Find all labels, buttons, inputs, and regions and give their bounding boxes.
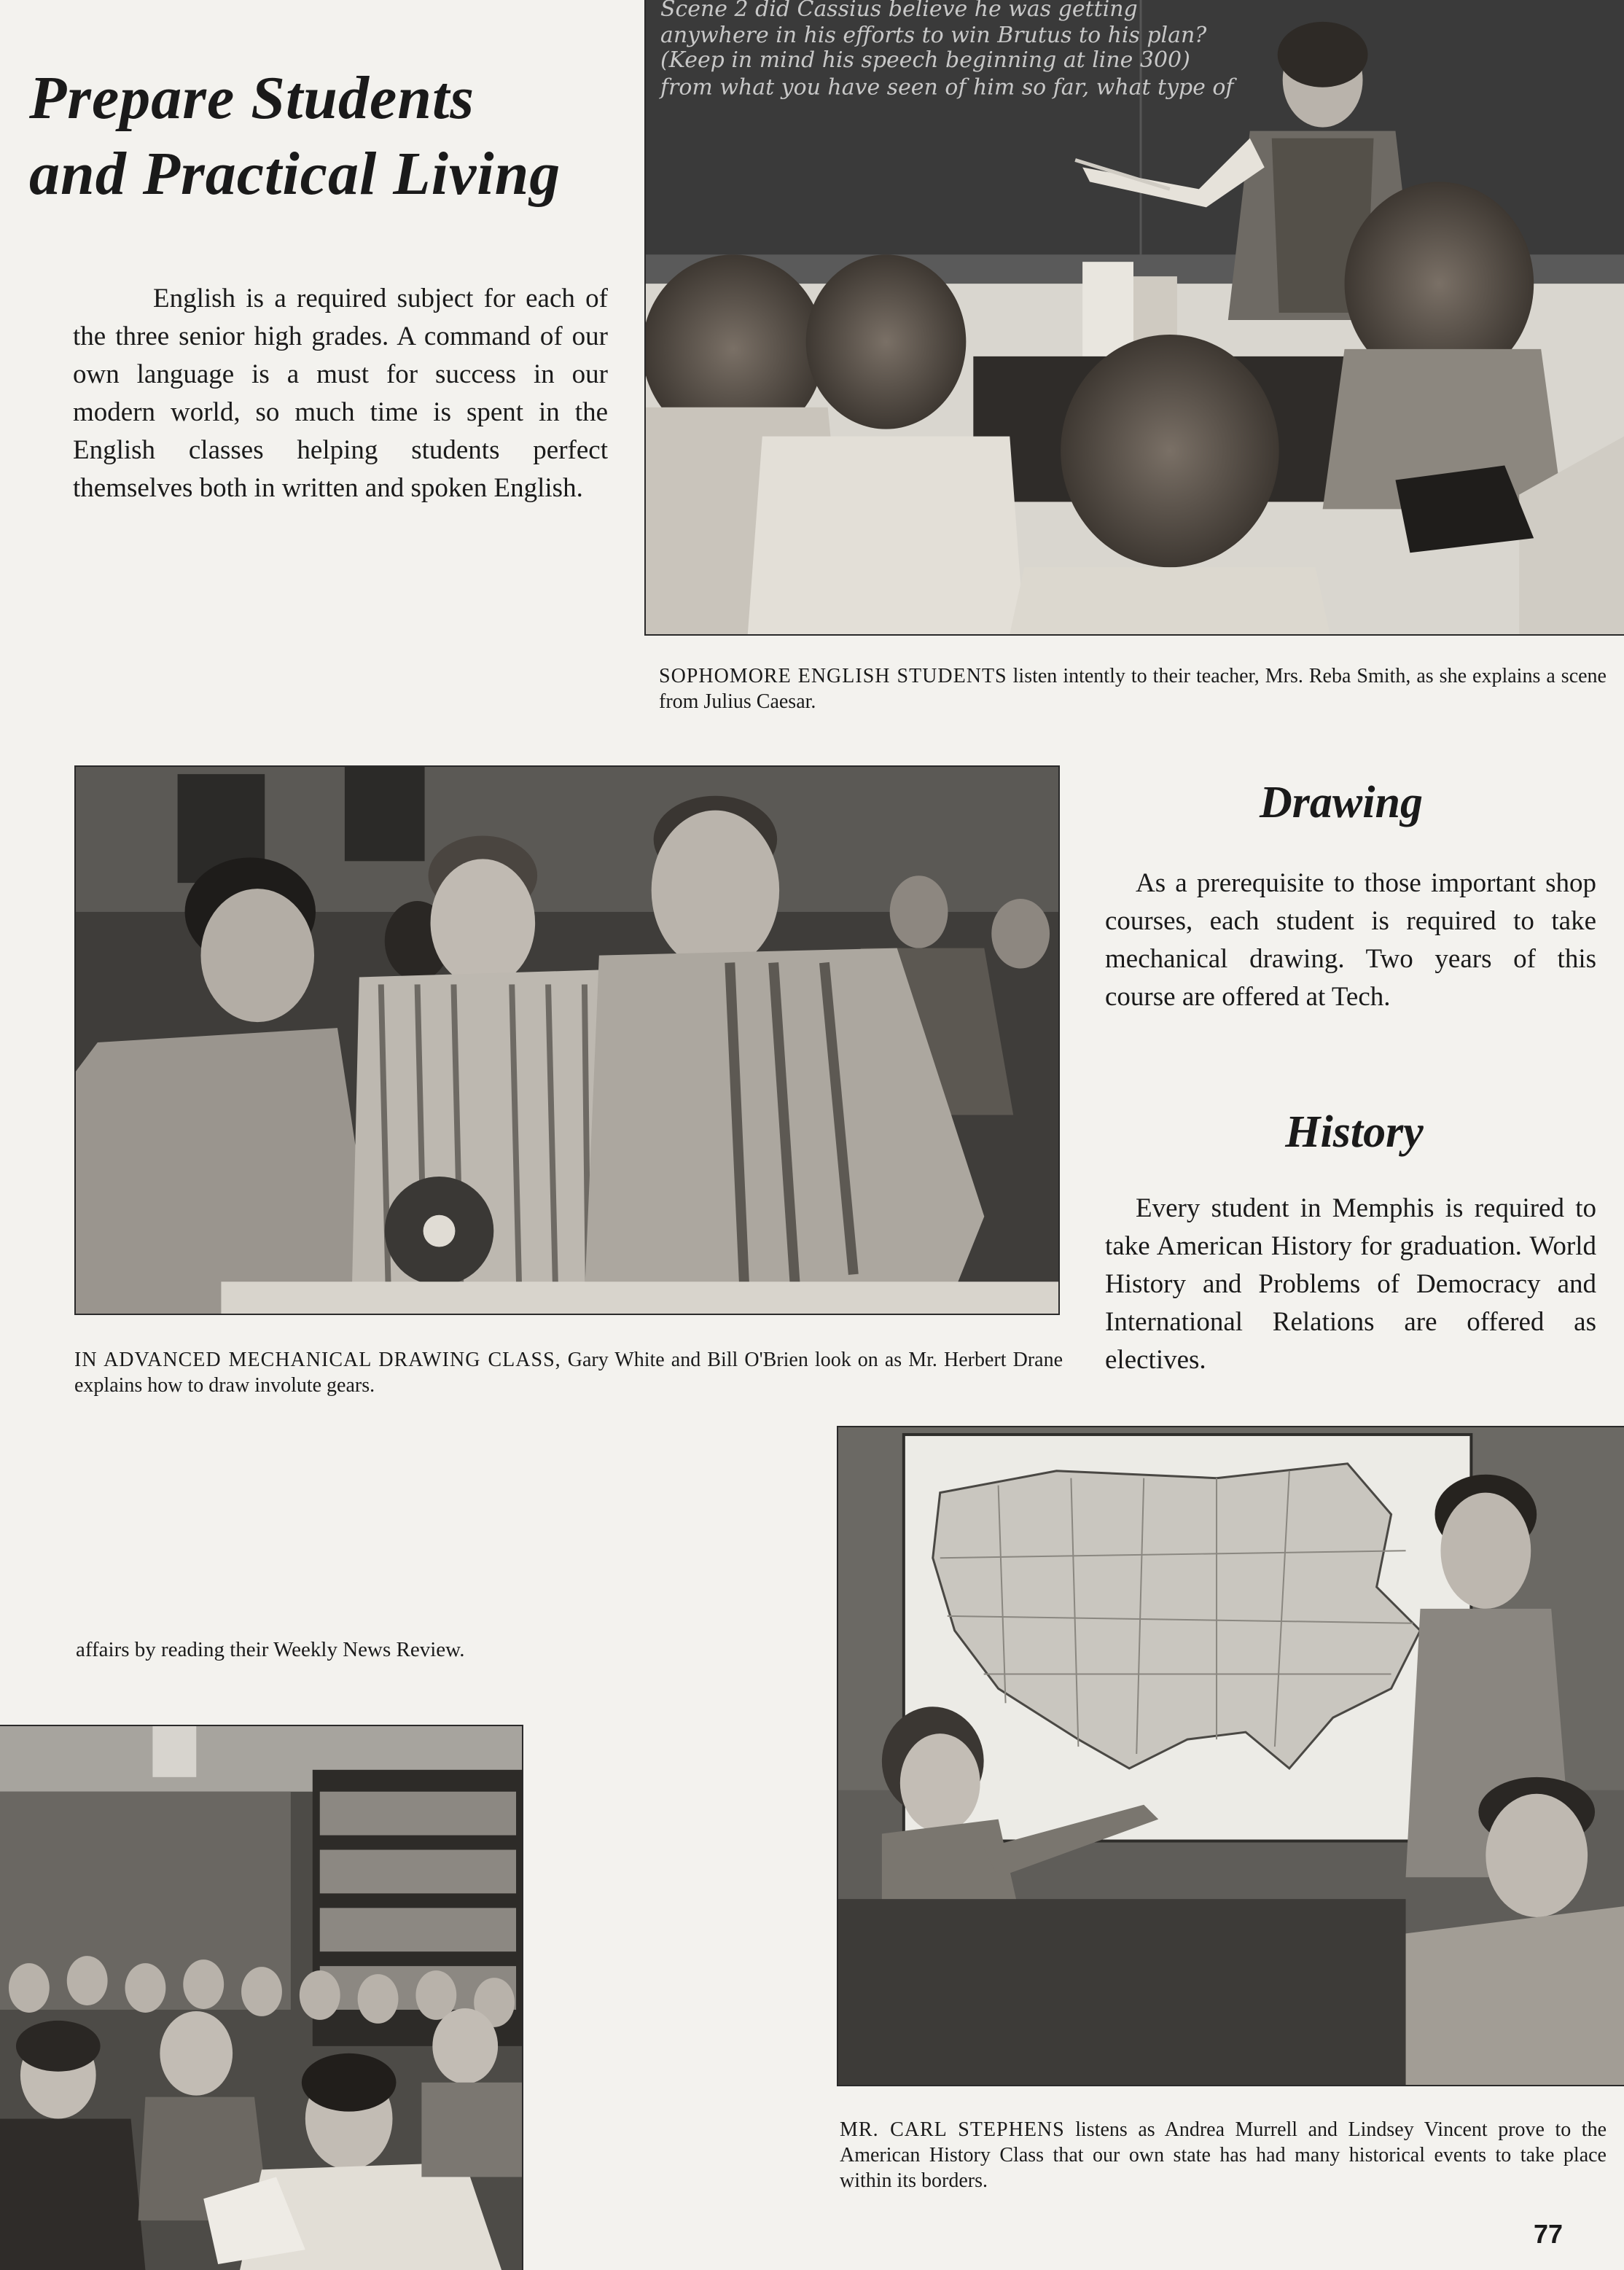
caption-text: Gary White and Bill O'Brien look on as Mr. Herbert Drane explains how to draw involute gears.	[74, 1349, 1063, 1397]
caption-lead: SOPHOMORE ENGLISH STUDENTS	[659, 665, 1007, 687]
caption-lead: IN ADVANCED MECHANICAL DRAWING CLASS,	[74, 1349, 561, 1371]
photo-english-class	[644, 0, 1624, 636]
drawing-body-text: As a prerequisite to those important shop courses, each student is required to take mechanical drawing. Two years of this course are offered at Tech.	[1105, 868, 1596, 1012]
caption-lead: MR. CARL STEPHENS	[840, 2118, 1065, 2141]
blackboard-line: Scene 2 did Cassius believe he was getting	[660, 0, 1138, 22]
caption-text: listen intently to their teacher, Mrs. Reba Smith, as she explains a scene from Julius Caesar.	[659, 665, 1607, 713]
drawing-photo-caption	[74, 1347, 1063, 1398]
page-number: 77	[1534, 2219, 1564, 2249]
blackboard-line: anywhere in his efforts to win Brutus to his plan?	[660, 22, 1207, 48]
headline-line-1: Prepare Students	[29, 64, 475, 132]
blackboard-line: (Keep in mind his speech beginning at line 300)	[660, 47, 1190, 73]
page-headline	[29, 64, 561, 208]
history-body-text: Every student in Memphis is required to take American History for graduation. World History and Problems of Democracy and International Relations are offered as electives.	[1105, 1193, 1596, 1375]
english-photo-caption	[659, 663, 1607, 714]
photo-history-map	[837, 1426, 1624, 2086]
history-photo-caption	[840, 2117, 1607, 2193]
photo-mechanical-drawing	[74, 765, 1060, 1315]
caption-text: listens as Andrea Murrell and Lindsey Vincent prove to the American History Class that our own state has had many historical events to take place within its borders.	[840, 2118, 1607, 2192]
photo-classroom-reading	[0, 1725, 523, 2270]
blackboard-line: from what you have seen of him so far, what type of	[660, 74, 1234, 101]
history-heading: History	[1285, 1107, 1424, 1157]
history-fragment-text: affairs by reading their Weekly News Review.	[76, 1638, 465, 1661]
headline-line-2: and Practical Living	[29, 140, 561, 208]
drawing-heading: Drawing	[1260, 778, 1423, 827]
english-body-text: English is a required subject for each of the three senior high grades. A command of our own language is a must for success in our modern world, so much time is spent in the English classes helping students perfect themselves both in written and spoken English.	[73, 284, 608, 503]
